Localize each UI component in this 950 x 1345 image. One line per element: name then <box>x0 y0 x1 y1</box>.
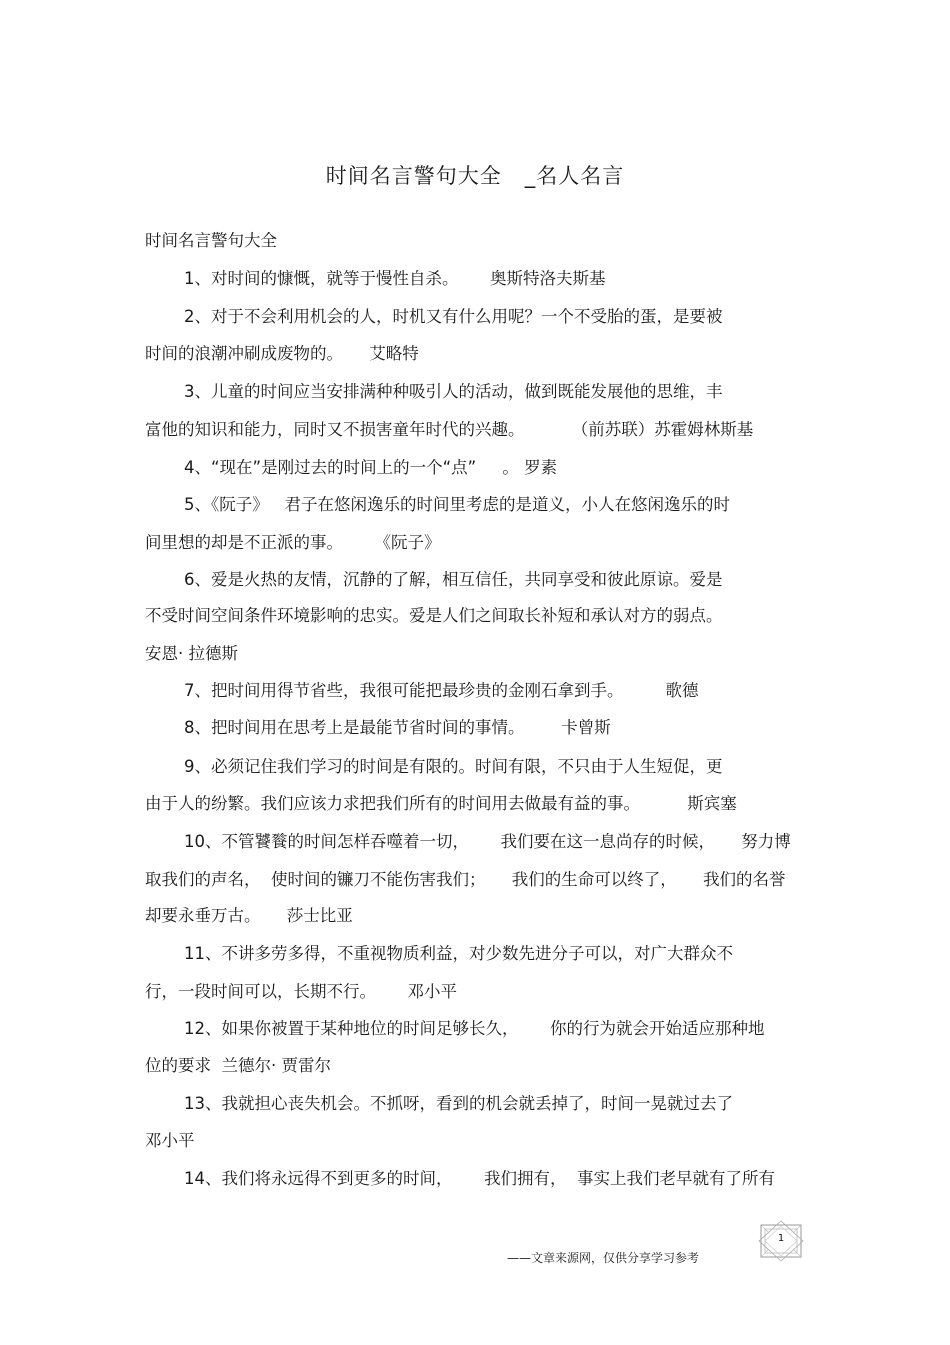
quote-line: 富他的知识和能力，同时又不损害童年时代的兴趣。 （前苏联）苏霍姆林斯基 <box>145 420 754 439</box>
quote-line: 13、我就担心丧失机会。不抓呀，看到的机会就丢掉了，时间一晃就过去了 <box>184 1094 733 1113</box>
quote-line: 位的要求 兰德尔· 贾雷尔 <box>145 1056 331 1075</box>
quote-line: 时间的浪潮冲刷成废物的。 艾略特 <box>145 344 419 363</box>
quote-line: 11、不讲多劳多得，不重视物质利益，对少数先进分子可以，对广大群众不 <box>184 944 733 963</box>
quote-line: 3、儿童的时间应当安排满种种吸引人的活动，做到既能发展他的思维，丰 <box>184 382 723 401</box>
quote-line: 却要永垂万古。 莎士比亚 <box>145 906 353 925</box>
quote-line: 10、不管饕餮的时间怎样吞噬着一切， 我们要在这一息尚存的时候， 努力博 <box>184 832 791 851</box>
quote-line: 7、把时间用得节省些，我很可能把最珍贵的金刚石拿到手。 歌德 <box>184 681 699 700</box>
quote-line: 邓小平 <box>145 1131 195 1150</box>
quote-line: 安恩· 拉德斯 <box>145 644 238 663</box>
document-title: 时间名言警句大全 _名人名言 <box>325 164 625 188</box>
quote-line: 间里想的却是不正派的事。 《阮子》 <box>145 533 441 552</box>
quote-line: 12、如果你被置于某种地位的时间足够长久， 你的行为就会开始适应那种地 <box>184 1019 765 1038</box>
quote-line: 6、爱是火热的友情，沉静的了解，相互信任，共同享受和彼此原谅。爱是 <box>184 570 723 589</box>
footer-source-note: ——文章来源网，仅供分享学习参考 <box>507 1251 700 1265</box>
quote-line: 9、必须记住我们学习的时间是有限的。时间有限，不只由于人生短促，更 <box>184 757 723 776</box>
quote-line: 不受时间空间条件环境影响的忠实。爱是人们之间取长补短和承认对方的弱点。 <box>145 606 723 625</box>
quote-line: 14、我们将永远得不到更多的时间， 我们拥有， 事实上我们老早就有了所有 <box>184 1169 775 1188</box>
page-number: 1 <box>777 1233 785 1244</box>
quote-line: 5、《阮子》 君子在悠闲逸乐的时间里考虑的是道义，小人在悠闲逸乐的时 <box>184 495 730 514</box>
quote-line: 1、对时间的慷慨，就等于慢性自杀。 奥斯特洛夫斯基 <box>184 269 606 288</box>
quote-line: 4、“现在”是刚过去的时间上的一个“点” 。 罗素 <box>184 458 558 477</box>
quote-line: 由于人的纷繁。我们应该力求把我们所有的时间用去做最有益的事。 斯宾塞 <box>145 794 737 813</box>
quote-line: 取我们的声名， 使时间的镰刀不能伤害我们； 我们的生命可以终了， 我们的名誉 <box>145 870 786 889</box>
document-heading: 时间名言警句大全 <box>145 231 277 250</box>
quote-line: 行，一段时间可以，长期不行。 邓小平 <box>145 982 457 1001</box>
quote-line: 8、把时间用在思考上是最能节省时间的事情。 卡曾斯 <box>184 718 611 737</box>
quote-line: 2、对于不会利用机会的人，时机又有什么用呢？一个不受胎的蛋，是要被 <box>184 307 723 326</box>
